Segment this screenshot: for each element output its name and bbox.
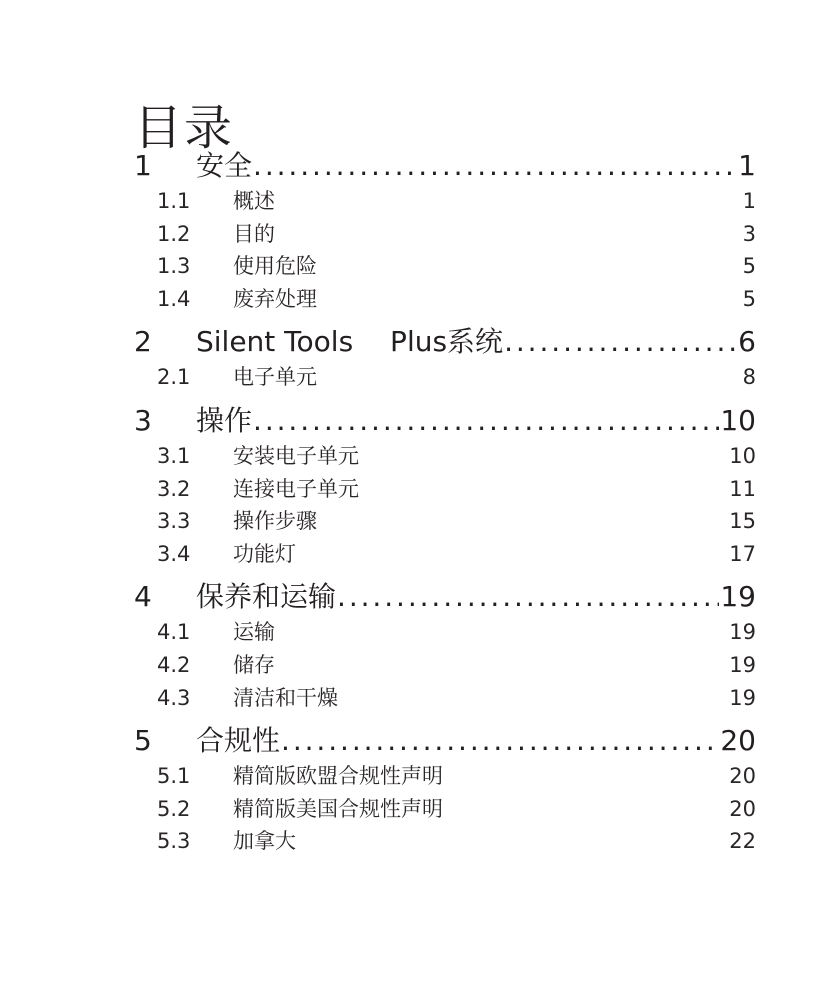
toc-entry-number: 5.3 bbox=[157, 829, 191, 854]
toc-entry-title: Silent Tools Plus系统 bbox=[196, 325, 504, 359]
toc-entry-4-3[interactable] bbox=[134, 682, 756, 715]
table-of-contents bbox=[134, 147, 756, 866]
toc-entry-title: 精简版欧盟合规性声明 bbox=[233, 764, 443, 789]
toc-entry-1-4[interactable] bbox=[134, 283, 756, 316]
toc-entry-title: 操作步骤 bbox=[233, 509, 317, 534]
toc-entry-3-3[interactable] bbox=[134, 505, 756, 538]
toc-entry-page: 19 bbox=[729, 620, 756, 645]
toc-entry-page: 10 bbox=[729, 443, 756, 468]
toc-entry-page: 1 bbox=[738, 149, 756, 182]
toc-entry-title: 合规性 bbox=[196, 724, 281, 758]
toc-entry-title: 功能灯 bbox=[233, 541, 296, 566]
toc-entry-2-1[interactable] bbox=[134, 361, 756, 394]
toc-entry-number: 1 bbox=[134, 149, 152, 182]
toc-entry-page: 20 bbox=[720, 724, 756, 758]
toc-entry-5-3[interactable] bbox=[134, 825, 756, 858]
toc-entry-page: 3 bbox=[742, 221, 756, 246]
toc-entry-number: 5 bbox=[134, 724, 152, 758]
toc-entry-number: 4.3 bbox=[157, 685, 191, 710]
toc-entry-number: 2.1 bbox=[157, 365, 191, 390]
toc-entry-page: 11 bbox=[729, 476, 756, 501]
dot-leader bbox=[253, 147, 737, 185]
toc-entry-1[interactable] bbox=[134, 147, 756, 185]
toc-entry-title: 精简版美国合规性声明 bbox=[233, 796, 443, 821]
toc-entry-page: 5 bbox=[742, 286, 756, 311]
toc-entry-number: 4.1 bbox=[157, 620, 191, 645]
toc-entry-number: 2 bbox=[134, 325, 152, 359]
toc-entry-number: 1.3 bbox=[157, 254, 191, 279]
toc-entry-number: 5.2 bbox=[157, 796, 191, 821]
toc-entry-number: 4 bbox=[134, 580, 152, 614]
toc-entry-title: 使用危险 bbox=[233, 254, 317, 279]
toc-entry-title: 安装电子单元 bbox=[233, 443, 359, 468]
toc-entry-page: 8 bbox=[742, 365, 756, 390]
toc-entry-title: 安全 bbox=[196, 149, 253, 182]
toc-entry-number: 3.1 bbox=[157, 443, 191, 468]
toc-entry-page: 20 bbox=[729, 764, 756, 789]
toc-entry-page: 19 bbox=[729, 652, 756, 677]
toc-entry-number: 5.1 bbox=[157, 764, 191, 789]
toc-entry-title: 电子单元 bbox=[233, 365, 317, 390]
toc-entry-1-3[interactable] bbox=[134, 250, 756, 283]
toc-entry-number: 1.4 bbox=[157, 286, 191, 311]
toc-entry-title: 运输 bbox=[233, 620, 275, 645]
toc-entry-5-1[interactable] bbox=[134, 760, 756, 793]
toc-entry-page: 10 bbox=[720, 403, 756, 437]
toc-entry-5[interactable] bbox=[134, 722, 756, 760]
toc-entry-title: 概述 bbox=[233, 189, 275, 213]
toc-entry-page: 19 bbox=[729, 685, 756, 710]
toc-entry-1-1[interactable] bbox=[134, 185, 756, 218]
toc-entry-title: 清洁和干燥 bbox=[233, 685, 338, 710]
toc-chapter-4 bbox=[134, 578, 756, 714]
toc-entry-page: 1 bbox=[742, 189, 756, 213]
toc-entry-3-1[interactable] bbox=[134, 440, 756, 473]
toc-entry-title: 目的 bbox=[233, 221, 275, 246]
page-title: 目录 bbox=[134, 100, 235, 157]
toc-entry-4-2[interactable] bbox=[134, 649, 756, 682]
toc-entry-number: 3.2 bbox=[157, 476, 191, 501]
toc-entry-number: 3.3 bbox=[157, 509, 191, 534]
toc-entry-page: 15 bbox=[729, 509, 756, 534]
dot-leader bbox=[337, 578, 719, 616]
toc-entry-title: 保养和运输 bbox=[196, 580, 337, 614]
toc-chapter-5 bbox=[134, 722, 756, 858]
toc-entry-5-2[interactable] bbox=[134, 793, 756, 826]
toc-entry-page: 20 bbox=[729, 796, 756, 821]
dot-leader bbox=[281, 722, 719, 760]
toc-entry-title: 废弃处理 bbox=[233, 286, 317, 311]
toc-entry-title: 连接电子单元 bbox=[233, 476, 359, 501]
toc-entry-page: 6 bbox=[738, 325, 756, 359]
toc-entry-title: 储存 bbox=[233, 652, 275, 677]
dot-leader bbox=[504, 323, 737, 361]
toc-entry-title: 操作 bbox=[196, 403, 253, 437]
toc-entry-page: 17 bbox=[729, 541, 756, 566]
toc-entry-title: 加拿大 bbox=[233, 829, 296, 854]
toc-chapter-1 bbox=[134, 147, 756, 315]
toc-entry-4-1[interactable] bbox=[134, 616, 756, 649]
toc-entry-number: 3.4 bbox=[157, 541, 191, 566]
toc-entry-number: 4.2 bbox=[157, 652, 191, 677]
toc-entry-number: 1.1 bbox=[157, 189, 191, 213]
toc-entry-3-4[interactable] bbox=[134, 538, 756, 571]
dot-leader bbox=[253, 402, 719, 440]
toc-entry-number: 1.2 bbox=[157, 221, 191, 246]
toc-chapter-2 bbox=[134, 323, 756, 394]
toc-entry-page: 19 bbox=[720, 580, 756, 614]
toc-entry-3[interactable] bbox=[134, 402, 756, 440]
toc-entry-3-2[interactable] bbox=[134, 473, 756, 506]
toc-entry-page: 22 bbox=[729, 829, 756, 854]
toc-entry-4[interactable] bbox=[134, 578, 756, 616]
toc-entry-number: 3 bbox=[134, 403, 152, 437]
toc-entry-page: 5 bbox=[742, 254, 756, 279]
toc-entry-2[interactable] bbox=[134, 323, 756, 361]
toc-chapter-3 bbox=[134, 402, 756, 570]
toc-entry-1-2[interactable] bbox=[134, 218, 756, 251]
